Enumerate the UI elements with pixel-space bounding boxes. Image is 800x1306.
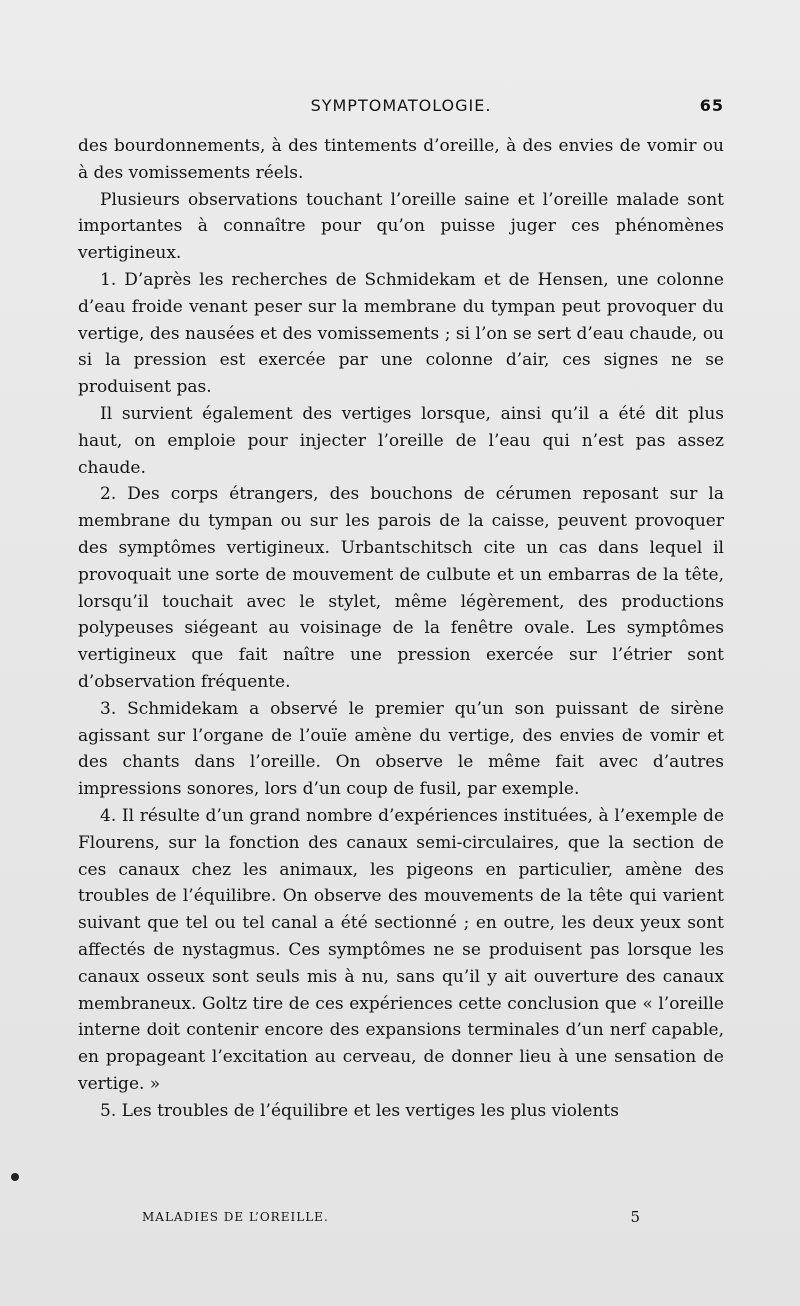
paragraph-item-5: 5. Les troubles de l’équilibre et les vertiges les plus violents — [100, 1100, 619, 1121]
page-number: 65 — [699, 96, 724, 115]
paragraph-observations: Plusieurs observations touchant l’oreille saine et l’oreille malade sont importantes à connaître pour qu’on puisse juger ces phénomènes vertigineux. — [78, 189, 724, 264]
paragraph-item-4: 4. Il résulte d’un grand nombre d’expériences instituées, à l’exemple de Flourens, sur la fonction des canaux semi-circulaires, que la section de ces canaux chez les animaux, les pigeons en particulier, amène des troubles de l’équilibre. On observe des mouvements de la tête qui varient suivant que tel ou tel canal a été sectionné ; en outre, les deux yeux sont affectés de nystagmus. Ces symptômes ne se produisent pas lorsque les canaux osseux sont seuls mis à nu, sans qu’il y ait ouverture des canaux membraneux. Goltz tire de ces expériences cette conclusion que « l’oreille interne doit contenir encore des expansions terminales d’un nerf capable, en propageant l’excitation au cerveau, de donner lieu à une sensation de vertige. » — [78, 805, 724, 1094]
paragraph-item-2: 2. Des corps étrangers, des bouchons de cérumen reposant sur la membrane du tympan ou sur les parois de la caisse, peuvent provoquer des symptômes vertigineux. Urbantschitsch cite un cas dans lequel il provoquait une sorte de mouvement de culbute et un embarras de la tête, lorsqu’il touchait avec le stylet, même légèrement, des productions polypeuses siégeant au voisinage de la fenêtre ovale. Les symptômes vertigineux que fait naître une pression exercée sur l’étrier sont d’observation fréquente. — [78, 484, 724, 692]
running-title: SYMPTOMATOLOGIE. — [310, 96, 492, 115]
running-header — [78, 96, 724, 120]
footer-title: MALADIES DE L’OREILLE. — [142, 1210, 329, 1224]
ink-spot-icon — [11, 1173, 19, 1181]
paragraph-vertiges: Il survient également des vertiges lorsque, ainsi qu’il a été dit plus haut, on emploie pour injecter l’oreille de l’eau qui n’est pas assez chaude. — [78, 403, 724, 478]
paragraph-item-1: 1. D’après les recherches de Schmidekam et de Hensen, une colonne d’eau froide venant peser sur la membrane du tympan peut provoquer du vertige, des nausées et des vomissements ; si l’on se sert d’eau chaude, ou si la pression est exercée par une colonne d’air, ces signes ne se produisent pas. — [78, 269, 724, 398]
body-text — [78, 133, 724, 1124]
printer-signature: 5 — [630, 1208, 640, 1226]
page-footer — [78, 1210, 724, 1232]
paragraph-continuation: des bourdonnements, à des tintements d’oreille, à des envies de vomir ou à des vomissements réels. — [78, 136, 724, 183]
paragraph-item-3: 3. Schmidekam a observé le premier qu’un son puissant de sirène agissant sur l’organe de l’ouïe amène du vertige, des envies de vomir et des chants dans l’oreille. On observe le même fait avec d’autres impressions sonores, lors d’un coup de fusil, par exemple. — [78, 698, 724, 800]
